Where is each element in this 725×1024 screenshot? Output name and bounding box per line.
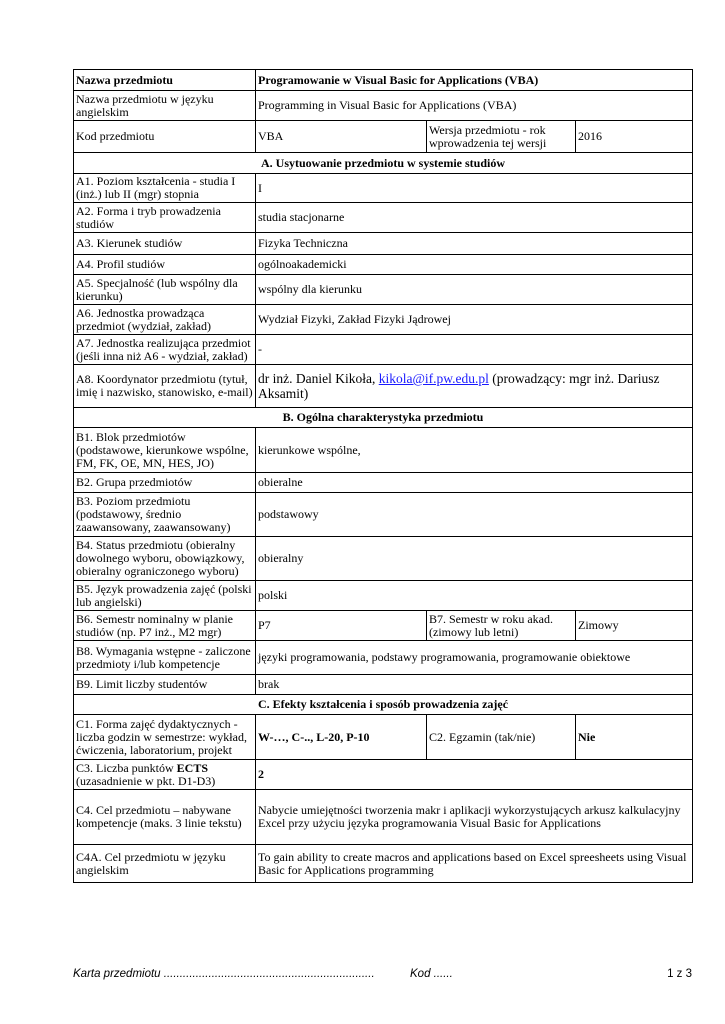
- b5-label: B5. Język prowadzenia zajęć (polski lub angielski): [74, 581, 256, 611]
- footer-kod-label: Kod ......: [410, 968, 453, 980]
- b6-label: B6. Semestr nominalny w planie studiów (np. P7 inż., M2 mgr): [74, 611, 256, 641]
- a8-label: A8. Koordynator przedmiotu (tytuł, imię i nazwisko, stanowisko, e-mail): [74, 365, 256, 408]
- c2-value: Nie: [576, 715, 693, 760]
- a1-label: A1. Poziom kształcenia - studia I (inż.) lub II (mgr) stopnia: [74, 174, 256, 203]
- a2-value: studia stacjonarne: [256, 203, 693, 233]
- c1-label: C1. Forma zajęć dydaktycznych - liczba godzin w semestrze: wykład, ćwiczenia, laboratorium, projekt: [74, 715, 256, 760]
- b2-label: B2. Grupa przedmiotów: [74, 473, 256, 493]
- b5-value: polski: [256, 581, 693, 611]
- b1-value: kierunkowe wspólne,: [256, 428, 693, 473]
- c2-label: C2. Egzamin (tak/nie): [427, 715, 576, 760]
- b1-label: B1. Blok przedmiotów (podstawowe, kierunkowe wspólne, FM, FK, OE, MN, HES, JO): [74, 428, 256, 473]
- section-c-title: C. Efekty kształcenia i sposób prowadzenia zajęć: [74, 695, 693, 715]
- footer-page-number: 1 z 3: [667, 968, 692, 980]
- course-name-value: Programowanie w Visual Basic for Applications (VBA): [256, 70, 693, 91]
- b2-value: obieralne: [256, 473, 693, 493]
- a4-value: ogólnoakademicki: [256, 255, 693, 275]
- a5-label: A5. Specjalność (lub wspólny dla kierunku): [74, 275, 256, 305]
- c3-label-post: (uzasadnienie w pkt. D1-D3): [76, 773, 216, 788]
- b7-label: B7. Semestr w roku akad. (zimowy lub letni): [427, 611, 576, 641]
- c3-label-ects: ECTS: [176, 760, 209, 775]
- a4-label: A4. Profil studiów: [74, 255, 256, 275]
- course-code-label: Kod przedmiotu: [74, 121, 256, 153]
- b9-label: B9. Limit liczby studentów: [74, 675, 256, 695]
- b4-value: obieralny: [256, 537, 693, 581]
- a3-value: Fizyka Techniczna: [256, 233, 693, 255]
- a6-value: Wydział Fizyki, Zakład Fizyki Jądrowej: [256, 305, 693, 335]
- c1-value: W-…, C-.., L-20, P-10: [256, 715, 427, 760]
- b9-value: brak: [256, 675, 693, 695]
- c3-label-pre: C3. Liczba punktów: [76, 760, 177, 775]
- b8-value: języki programowania, podstawy programowania, programowanie obiektowe: [256, 641, 693, 675]
- a2-label: A2. Forma i tryb prowadzenia studiów: [74, 203, 256, 233]
- a3-label: A3. Kierunek studiów: [74, 233, 256, 255]
- course-code-value: VBA: [256, 121, 427, 153]
- coordinator-rest: (prowadzący: mgr inż. Dariusz Aksamit): [258, 371, 660, 401]
- c3-value: 2: [256, 760, 693, 790]
- a1-value: I: [256, 174, 693, 203]
- coordinator-email-link[interactable]: kikola@if.pw.edu.pl: [378, 371, 489, 386]
- footer-card-label: Karta przedmiotu ..................................................................: [73, 968, 375, 980]
- a7-label: A7. Jednostka realizująca przedmiot (jeśli inna niż A6 - wydział, zakład): [74, 335, 256, 365]
- version-label: Wersja przedmiotu - rok wprowadzenia tej wersji: [427, 121, 576, 153]
- coordinator-name: dr inż. Daniel Kikoła,: [258, 371, 379, 386]
- a6-label: A6. Jednostka prowadząca przedmiot (wydział, zakład): [74, 305, 256, 335]
- a8-value: [256, 365, 693, 408]
- version-value: 2016: [576, 121, 693, 153]
- b4-label: B4. Status przedmiotu (obieralny dowolnego wyboru, obowiązkowy, obieralny ograniczonego wyboru): [74, 537, 256, 581]
- c3-label: [74, 760, 256, 790]
- course-name-label: Nazwa przedmiotu: [74, 70, 256, 91]
- c4a-label: C4A. Cel przedmiotu w języku angielskim: [74, 845, 256, 883]
- course-card-table: [73, 69, 693, 883]
- a7-value: -: [256, 335, 693, 365]
- b6-value: P7: [256, 611, 427, 641]
- c4-label: C4. Cel przedmiotu – nabywane kompetencje (maks. 3 linie tekstu): [74, 790, 256, 845]
- b7-value: Zimowy: [576, 611, 693, 641]
- section-a-title: A. Usytuowanie przedmiotu w systemie studiów: [74, 153, 693, 174]
- a5-value: wspólny dla kierunku: [256, 275, 693, 305]
- c4-value: Nabycie umiejętności tworzenia makr i aplikacji wykorzystujących arkusz kalkulacyjny Excel przy użyciu języka programowania Visual Basic for Applications: [256, 790, 693, 845]
- section-b-title: B. Ogólna charakterystyka przedmiotu: [74, 408, 693, 428]
- page-footer: [73, 968, 692, 984]
- c4a-value: To gain ability to create macros and applications based on Excel spreesheets using Visual Basic for Applications programming: [256, 845, 693, 883]
- course-name-en-value: Programming in Visual Basic for Applications (VBA): [256, 91, 693, 121]
- b3-value: podstawowy: [256, 493, 693, 537]
- course-name-en-label: Nazwa przedmiotu w języku angielskim: [74, 91, 256, 121]
- b3-label: B3. Poziom przedmiotu (podstawowy, średnio zaawansowany, zaawansowany): [74, 493, 256, 537]
- b8-label: B8. Wymagania wstępne - zaliczone przedmioty i/lub kompetencje: [74, 641, 256, 675]
